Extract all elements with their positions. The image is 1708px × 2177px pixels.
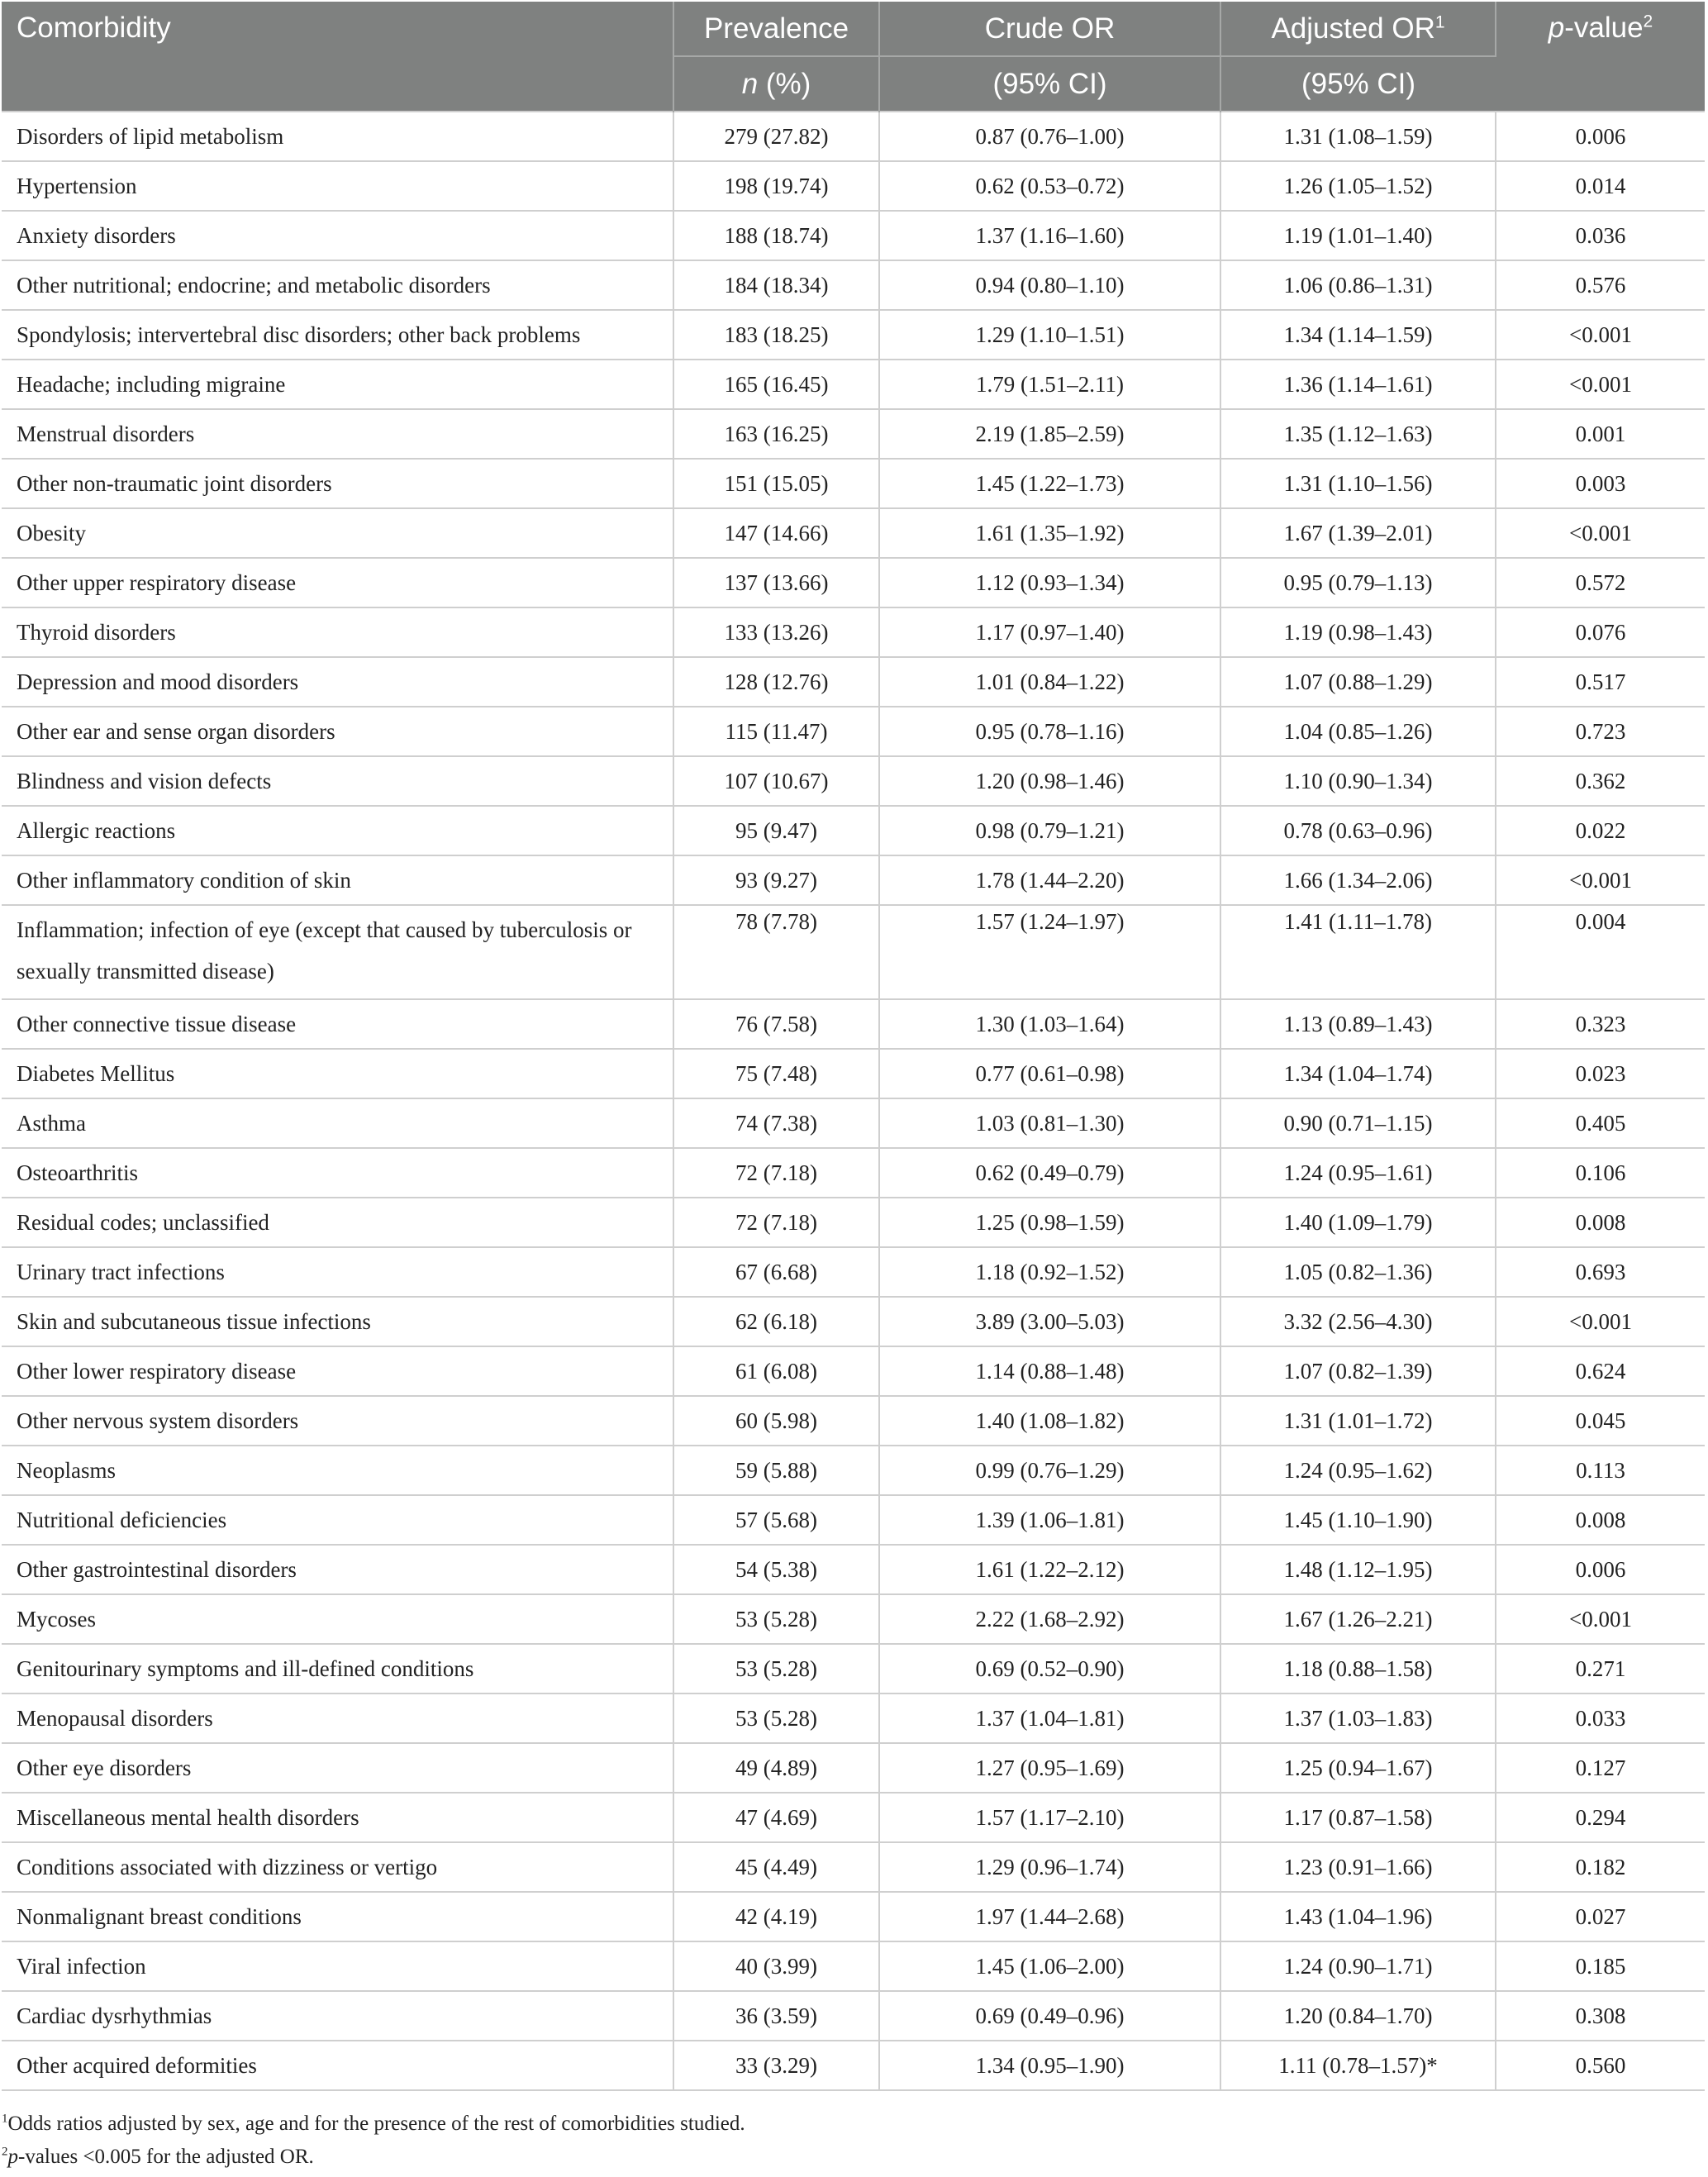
cell-adjusted-or: 1.17 (0.87–1.58) <box>1220 1793 1496 1842</box>
cell-comorbidity: Other lower respiratory disease <box>2 1346 673 1396</box>
cell-comorbidity: Spondylosis; intervertebral disc disorders; other back problems <box>2 310 673 360</box>
table-row <box>2 1346 1705 1396</box>
cell-pvalue: 0.405 <box>1496 1098 1705 1148</box>
table-row <box>2 1297 1705 1346</box>
cell-prevalence: 128 (12.76) <box>673 657 879 707</box>
cell-pvalue: 0.693 <box>1496 1247 1705 1297</box>
table-row <box>2 459 1705 508</box>
cell-adjusted-or: 1.43 (1.04–1.96) <box>1220 1892 1496 1941</box>
footnotes <box>2 2108 1705 2174</box>
cell-pvalue: <0.001 <box>1496 1297 1705 1346</box>
cell-prevalence: 183 (18.25) <box>673 310 879 360</box>
header-adjusted-or-label: Adjusted OR <box>1271 12 1435 45</box>
table-row <box>2 1495 1705 1545</box>
comorbidity-table <box>2 2 1705 2091</box>
cell-comorbidity: Menstrual disorders <box>2 409 673 459</box>
cell-comorbidity: Obesity <box>2 508 673 558</box>
footnote-2-text: -values <0.005 for the adjusted OR. <box>18 2146 314 2168</box>
table-row <box>2 1545 1705 1594</box>
cell-pvalue: 0.008 <box>1496 1198 1705 1247</box>
header-prevalence-sub-rest: (%) <box>758 67 811 100</box>
cell-comorbidity: Depression and mood disorders <box>2 657 673 707</box>
table-body <box>2 112 1705 2090</box>
cell-prevalence: 115 (11.47) <box>673 707 879 756</box>
cell-crude-or: 0.98 (0.79–1.21) <box>879 806 1220 855</box>
table-row <box>2 855 1705 905</box>
cell-pvalue: 0.045 <box>1496 1396 1705 1446</box>
cell-comorbidity: Other gastrointestinal disorders <box>2 1545 673 1594</box>
cell-crude-or: 1.12 (0.93–1.34) <box>879 558 1220 607</box>
cell-comorbidity: Cardiac dysrhythmias <box>2 1991 673 2041</box>
table-row <box>2 161 1705 211</box>
cell-prevalence: 54 (5.38) <box>673 1545 879 1594</box>
cell-prevalence: 75 (7.48) <box>673 1049 879 1098</box>
cell-adjusted-or: 1.07 (0.82–1.39) <box>1220 1346 1496 1396</box>
cell-crude-or: 1.57 (1.24–1.97) <box>879 905 1220 999</box>
cell-comorbidity: Other upper respiratory disease <box>2 558 673 607</box>
cell-crude-or: 2.19 (1.85–2.59) <box>879 409 1220 459</box>
table-container <box>2 2 1705 2174</box>
cell-pvalue: 0.014 <box>1496 161 1705 211</box>
header-pvalue-footnote-mark: 2 <box>1643 12 1653 31</box>
footnote-1 <box>2 2108 1705 2141</box>
table-row <box>2 1842 1705 1892</box>
table-row <box>2 1793 1705 1842</box>
cell-prevalence: 53 (5.28) <box>673 1693 879 1743</box>
cell-crude-or: 0.69 (0.52–0.90) <box>879 1644 1220 1693</box>
cell-crude-or: 1.37 (1.04–1.81) <box>879 1693 1220 1743</box>
header-adjusted-or-sub: (95% CI) <box>1220 56 1496 112</box>
table-row <box>2 756 1705 806</box>
table-row <box>2 211 1705 260</box>
footnote-2-italic: p <box>7 2146 18 2168</box>
table-row <box>2 707 1705 756</box>
cell-adjusted-or: 1.26 (1.05–1.52) <box>1220 161 1496 211</box>
header-crude-or-sub: (95% CI) <box>879 56 1220 112</box>
cell-adjusted-or: 1.45 (1.10–1.90) <box>1220 1495 1496 1545</box>
table-row <box>2 1743 1705 1793</box>
cell-crude-or: 1.20 (0.98–1.46) <box>879 756 1220 806</box>
cell-crude-or: 1.97 (1.44–2.68) <box>879 1892 1220 1941</box>
table-row <box>2 1991 1705 2041</box>
cell-crude-or: 1.57 (1.17–2.10) <box>879 1793 1220 1842</box>
cell-crude-or: 1.17 (0.97–1.40) <box>879 607 1220 657</box>
cell-crude-or: 1.45 (1.22–1.73) <box>879 459 1220 508</box>
cell-pvalue: 0.182 <box>1496 1842 1705 1892</box>
cell-pvalue: 0.023 <box>1496 1049 1705 1098</box>
cell-comorbidity: Residual codes; unclassified <box>2 1198 673 1247</box>
cell-comorbidity: Other nutritional; endocrine; and metabolic disorders <box>2 260 673 310</box>
cell-pvalue: 0.723 <box>1496 707 1705 756</box>
cell-adjusted-or: 1.34 (1.14–1.59) <box>1220 310 1496 360</box>
cell-adjusted-or: 1.37 (1.03–1.83) <box>1220 1693 1496 1743</box>
table-row <box>2 905 1705 999</box>
cell-prevalence: 165 (16.45) <box>673 360 879 409</box>
cell-prevalence: 62 (6.18) <box>673 1297 879 1346</box>
cell-crude-or: 1.39 (1.06–1.81) <box>879 1495 1220 1545</box>
cell-crude-or: 1.40 (1.08–1.82) <box>879 1396 1220 1446</box>
table-row <box>2 1198 1705 1247</box>
cell-adjusted-or: 1.34 (1.04–1.74) <box>1220 1049 1496 1098</box>
cell-comorbidity: Genitourinary symptoms and ill-defined conditions <box>2 1644 673 1693</box>
header-prevalence-sub <box>673 56 879 112</box>
cell-crude-or: 1.18 (0.92–1.52) <box>879 1247 1220 1297</box>
cell-prevalence: 279 (27.82) <box>673 112 879 161</box>
cell-comorbidity: Nonmalignant breast conditions <box>2 1892 673 1941</box>
cell-adjusted-or: 1.41 (1.11–1.78) <box>1220 905 1496 999</box>
cell-comorbidity: Miscellaneous mental health disorders <box>2 1793 673 1842</box>
table-row <box>2 1446 1705 1495</box>
cell-prevalence: 36 (3.59) <box>673 1991 879 2041</box>
footnote-2-mark: 2 <box>2 2145 8 2159</box>
cell-pvalue: 0.271 <box>1496 1644 1705 1693</box>
cell-comorbidity: Other acquired deformities <box>2 2041 673 2090</box>
table-row <box>2 260 1705 310</box>
table-row <box>2 558 1705 607</box>
header-pvalue-label: -value <box>1564 12 1644 44</box>
cell-adjusted-or: 1.19 (1.01–1.40) <box>1220 211 1496 260</box>
table-row <box>2 1098 1705 1148</box>
cell-comorbidity: Asthma <box>2 1098 673 1148</box>
cell-prevalence: 47 (4.69) <box>673 1793 879 1842</box>
cell-prevalence: 49 (4.89) <box>673 1743 879 1793</box>
cell-pvalue: <0.001 <box>1496 360 1705 409</box>
table-row <box>2 508 1705 558</box>
cell-adjusted-or: 1.19 (0.98–1.43) <box>1220 607 1496 657</box>
cell-pvalue: 0.106 <box>1496 1148 1705 1198</box>
cell-comorbidity: Allergic reactions <box>2 806 673 855</box>
cell-pvalue: 0.001 <box>1496 409 1705 459</box>
cell-prevalence: 107 (10.67) <box>673 756 879 806</box>
cell-adjusted-or: 1.24 (0.95–1.61) <box>1220 1148 1496 1198</box>
cell-crude-or: 0.69 (0.49–0.96) <box>879 1991 1220 2041</box>
cell-prevalence: 76 (7.58) <box>673 999 879 1049</box>
cell-comorbidity: Other inflammatory condition of skin <box>2 855 673 905</box>
cell-crude-or: 1.25 (0.98–1.59) <box>879 1198 1220 1247</box>
cell-crude-or: 0.95 (0.78–1.16) <box>879 707 1220 756</box>
cell-crude-or: 0.94 (0.80–1.10) <box>879 260 1220 310</box>
cell-pvalue: 0.076 <box>1496 607 1705 657</box>
cell-prevalence: 60 (5.98) <box>673 1396 879 1446</box>
cell-prevalence: 147 (14.66) <box>673 508 879 558</box>
table-row <box>2 112 1705 161</box>
cell-prevalence: 151 (15.05) <box>673 459 879 508</box>
header-adjusted-or <box>1220 2 1496 56</box>
header-crude-or: Crude OR <box>879 2 1220 56</box>
cell-crude-or: 3.89 (3.00–5.03) <box>879 1297 1220 1346</box>
table-row <box>2 806 1705 855</box>
cell-prevalence: 72 (7.18) <box>673 1148 879 1198</box>
cell-pvalue: 0.036 <box>1496 211 1705 260</box>
cell-crude-or: 1.30 (1.03–1.64) <box>879 999 1220 1049</box>
cell-prevalence: 133 (13.26) <box>673 607 879 657</box>
cell-pvalue: 0.362 <box>1496 756 1705 806</box>
cell-crude-or: 1.61 (1.22–2.12) <box>879 1545 1220 1594</box>
table-header <box>2 2 1705 112</box>
cell-adjusted-or: 1.67 (1.39–2.01) <box>1220 508 1496 558</box>
cell-crude-or: 0.77 (0.61–0.98) <box>879 1049 1220 1098</box>
cell-pvalue: 0.006 <box>1496 112 1705 161</box>
table-row <box>2 607 1705 657</box>
cell-adjusted-or: 1.31 (1.01–1.72) <box>1220 1396 1496 1446</box>
cell-comorbidity: Mycoses <box>2 1594 673 1644</box>
cell-comorbidity: Headache; including migraine <box>2 360 673 409</box>
table-row <box>2 1247 1705 1297</box>
cell-crude-or: 1.01 (0.84–1.22) <box>879 657 1220 707</box>
cell-pvalue: <0.001 <box>1496 1594 1705 1644</box>
cell-pvalue: 0.127 <box>1496 1743 1705 1793</box>
cell-comorbidity: Other eye disorders <box>2 1743 673 1793</box>
cell-crude-or: 1.29 (0.96–1.74) <box>879 1842 1220 1892</box>
cell-comorbidity: Other non-traumatic joint disorders <box>2 459 673 508</box>
cell-adjusted-or: 1.13 (0.89–1.43) <box>1220 999 1496 1049</box>
cell-crude-or: 0.62 (0.53–0.72) <box>879 161 1220 211</box>
cell-crude-or: 0.99 (0.76–1.29) <box>879 1446 1220 1495</box>
cell-prevalence: 137 (13.66) <box>673 558 879 607</box>
cell-pvalue: 0.576 <box>1496 260 1705 310</box>
cell-comorbidity: Other nervous system disorders <box>2 1396 673 1446</box>
cell-adjusted-or: 1.25 (0.94–1.67) <box>1220 1743 1496 1793</box>
header-comorbidity: Comorbidity <box>2 2 673 112</box>
cell-adjusted-or: 3.32 (2.56–4.30) <box>1220 1297 1496 1346</box>
cell-prevalence: 61 (6.08) <box>673 1346 879 1396</box>
cell-pvalue: 0.572 <box>1496 558 1705 607</box>
table-row <box>2 657 1705 707</box>
cell-adjusted-or: 1.66 (1.34–2.06) <box>1220 855 1496 905</box>
cell-adjusted-or: 1.40 (1.09–1.79) <box>1220 1198 1496 1247</box>
cell-pvalue: <0.001 <box>1496 855 1705 905</box>
cell-prevalence: 163 (16.25) <box>673 409 879 459</box>
cell-prevalence: 67 (6.68) <box>673 1247 879 1297</box>
cell-crude-or: 1.14 (0.88–1.48) <box>879 1346 1220 1396</box>
cell-pvalue: 0.004 <box>1496 905 1705 999</box>
table-row <box>2 409 1705 459</box>
table-row <box>2 999 1705 1049</box>
header-pvalue-italic: p <box>1548 12 1565 44</box>
cell-prevalence: 53 (5.28) <box>673 1594 879 1644</box>
cell-prevalence: 42 (4.19) <box>673 1892 879 1941</box>
table-row <box>2 360 1705 409</box>
table-row <box>2 1693 1705 1743</box>
cell-crude-or: 2.22 (1.68–2.92) <box>879 1594 1220 1644</box>
cell-comorbidity: Blindness and vision defects <box>2 756 673 806</box>
table-row <box>2 1941 1705 1991</box>
cell-pvalue: 0.008 <box>1496 1495 1705 1545</box>
cell-crude-or: 0.62 (0.49–0.79) <box>879 1148 1220 1198</box>
cell-crude-or: 1.45 (1.06–2.00) <box>879 1941 1220 1991</box>
cell-pvalue: 0.033 <box>1496 1693 1705 1743</box>
cell-adjusted-or: 1.36 (1.14–1.61) <box>1220 360 1496 409</box>
cell-prevalence: 45 (4.49) <box>673 1842 879 1892</box>
cell-comorbidity: Viral infection <box>2 1941 673 1991</box>
cell-pvalue: 0.022 <box>1496 806 1705 855</box>
cell-pvalue: 0.294 <box>1496 1793 1705 1842</box>
table-row <box>2 1396 1705 1446</box>
cell-pvalue: 0.113 <box>1496 1446 1705 1495</box>
table-row <box>2 1148 1705 1198</box>
cell-pvalue: 0.517 <box>1496 657 1705 707</box>
cell-pvalue: 0.027 <box>1496 1892 1705 1941</box>
cell-comorbidity: Diabetes Mellitus <box>2 1049 673 1098</box>
cell-adjusted-or: 1.24 (0.95–1.62) <box>1220 1446 1496 1495</box>
footnote-1-mark: 1 <box>2 2112 8 2126</box>
cell-prevalence: 57 (5.68) <box>673 1495 879 1545</box>
cell-prevalence: 198 (19.74) <box>673 161 879 211</box>
cell-prevalence: 53 (5.28) <box>673 1644 879 1693</box>
cell-crude-or: 1.78 (1.44–2.20) <box>879 855 1220 905</box>
cell-pvalue: 0.003 <box>1496 459 1705 508</box>
cell-prevalence: 78 (7.78) <box>673 905 879 999</box>
cell-adjusted-or: 1.06 (0.86–1.31) <box>1220 260 1496 310</box>
cell-prevalence: 33 (3.29) <box>673 2041 879 2090</box>
cell-prevalence: 40 (3.99) <box>673 1941 879 1991</box>
cell-crude-or: 1.79 (1.51–2.11) <box>879 360 1220 409</box>
cell-comorbidity: Conditions associated with dizziness or vertigo <box>2 1842 673 1892</box>
table-row <box>2 1644 1705 1693</box>
cell-crude-or: 0.87 (0.76–1.00) <box>879 112 1220 161</box>
cell-adjusted-or: 1.18 (0.88–1.58) <box>1220 1644 1496 1693</box>
cell-prevalence: 59 (5.88) <box>673 1446 879 1495</box>
table-row <box>2 1892 1705 1941</box>
cell-comorbidity: Hypertension <box>2 161 673 211</box>
cell-prevalence: 184 (18.34) <box>673 260 879 310</box>
cell-adjusted-or: 1.05 (0.82–1.36) <box>1220 1247 1496 1297</box>
cell-pvalue: <0.001 <box>1496 508 1705 558</box>
cell-comorbidity: Osteoarthritis <box>2 1148 673 1198</box>
cell-comorbidity: Skin and subcutaneous tissue infections <box>2 1297 673 1346</box>
cell-crude-or: 1.03 (0.81–1.30) <box>879 1098 1220 1148</box>
cell-prevalence: 72 (7.18) <box>673 1198 879 1247</box>
cell-adjusted-or: 1.07 (0.88–1.29) <box>1220 657 1496 707</box>
cell-adjusted-or: 1.31 (1.10–1.56) <box>1220 459 1496 508</box>
cell-comorbidity: Menopausal disorders <box>2 1693 673 1743</box>
cell-comorbidity: Neoplasms <box>2 1446 673 1495</box>
cell-crude-or: 1.61 (1.35–1.92) <box>879 508 1220 558</box>
footnote-1-text: Odds ratios adjusted by sex, age and for the presence of the rest of comorbidities studied. <box>7 2113 745 2135</box>
cell-adjusted-or: 1.04 (0.85–1.26) <box>1220 707 1496 756</box>
cell-pvalue: 0.185 <box>1496 1941 1705 1991</box>
cell-pvalue: 0.308 <box>1496 1991 1705 2041</box>
table-row <box>2 1594 1705 1644</box>
cell-comorbidity: Inflammation; infection of eye (except that caused by tuberculosis or sexually transmitted disease) <box>2 905 673 999</box>
cell-adjusted-or: 1.23 (0.91–1.66) <box>1220 1842 1496 1892</box>
cell-adjusted-or: 1.35 (1.12–1.63) <box>1220 409 1496 459</box>
cell-crude-or: 1.27 (0.95–1.69) <box>879 1743 1220 1793</box>
table-row <box>2 1049 1705 1098</box>
cell-crude-or: 1.34 (0.95–1.90) <box>879 2041 1220 2090</box>
cell-prevalence: 74 (7.38) <box>673 1098 879 1148</box>
table-row <box>2 2041 1705 2090</box>
cell-adjusted-or: 0.95 (0.79–1.13) <box>1220 558 1496 607</box>
cell-prevalence: 93 (9.27) <box>673 855 879 905</box>
cell-pvalue: 0.006 <box>1496 1545 1705 1594</box>
cell-pvalue: 0.560 <box>1496 2041 1705 2090</box>
footnote-2 <box>2 2141 1705 2174</box>
cell-comorbidity: Other connective tissue disease <box>2 999 673 1049</box>
cell-adjusted-or: 1.24 (0.90–1.71) <box>1220 1941 1496 1991</box>
cell-prevalence: 95 (9.47) <box>673 806 879 855</box>
cell-comorbidity: Nutritional deficiencies <box>2 1495 673 1545</box>
cell-pvalue: 0.624 <box>1496 1346 1705 1396</box>
cell-adjusted-or: 1.11 (0.78–1.57)* <box>1220 2041 1496 2090</box>
header-prevalence-sub-italic: n <box>741 67 759 100</box>
cell-crude-or: 1.37 (1.16–1.60) <box>879 211 1220 260</box>
cell-adjusted-or: 0.90 (0.71–1.15) <box>1220 1098 1496 1148</box>
cell-pvalue: <0.001 <box>1496 310 1705 360</box>
cell-adjusted-or: 1.31 (1.08–1.59) <box>1220 112 1496 161</box>
table-row <box>2 310 1705 360</box>
header-adjusted-or-footnote-mark: 1 <box>1434 12 1445 31</box>
cell-comorbidity: Anxiety disorders <box>2 211 673 260</box>
cell-comorbidity: Other ear and sense organ disorders <box>2 707 673 756</box>
cell-pvalue: 0.323 <box>1496 999 1705 1049</box>
cell-crude-or: 1.29 (1.10–1.51) <box>879 310 1220 360</box>
cell-adjusted-or: 1.48 (1.12–1.95) <box>1220 1545 1496 1594</box>
cell-comorbidity: Disorders of lipid metabolism <box>2 112 673 161</box>
cell-adjusted-or: 1.20 (0.84–1.70) <box>1220 1991 1496 2041</box>
cell-adjusted-or: 1.10 (0.90–1.34) <box>1220 756 1496 806</box>
header-prevalence: Prevalence <box>673 2 879 56</box>
cell-comorbidity: Thyroid disorders <box>2 607 673 657</box>
cell-adjusted-or: 0.78 (0.63–0.96) <box>1220 806 1496 855</box>
header-pvalue <box>1496 2 1705 112</box>
cell-prevalence: 188 (18.74) <box>673 211 879 260</box>
cell-comorbidity: Urinary tract infections <box>2 1247 673 1297</box>
cell-adjusted-or: 1.67 (1.26–2.21) <box>1220 1594 1496 1644</box>
